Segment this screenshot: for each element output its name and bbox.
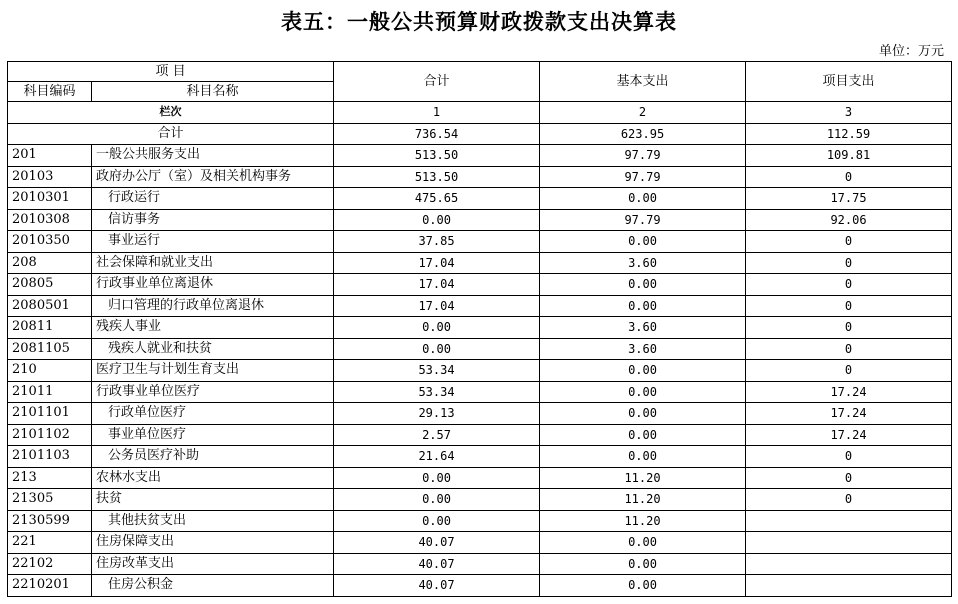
sum-basic: 623.95 — [540, 123, 746, 145]
row-total: 37.85 — [334, 231, 540, 253]
row-code: 20811 — [8, 317, 92, 339]
row-total: 0.00 — [334, 209, 540, 231]
row-name: 行政运行 — [92, 188, 334, 210]
row-total: 17.04 — [334, 274, 540, 296]
row-code: 2010308 — [8, 209, 92, 231]
row-name: 公务员医疗补助 — [92, 446, 334, 468]
row-total: 0.00 — [334, 467, 540, 489]
row-total: 0.00 — [334, 338, 540, 360]
row-basic: 0.00 — [540, 188, 746, 210]
table-row — [8, 252, 952, 274]
row-basic: 0.00 — [540, 381, 746, 403]
row-total: 475.65 — [334, 188, 540, 210]
table-row — [8, 317, 952, 339]
row-basic: 97.79 — [540, 145, 746, 167]
header-code: 科目编码 — [8, 82, 92, 102]
row-total: 17.04 — [334, 295, 540, 317]
header-item: 项 目 — [8, 62, 334, 82]
row-basic: 3.60 — [540, 252, 746, 274]
table-row — [8, 231, 952, 253]
row-name: 残疾人就业和扶贫 — [92, 338, 334, 360]
table-row — [8, 295, 952, 317]
row-project: 0 — [746, 338, 952, 360]
table-row — [8, 166, 952, 188]
row-code: 21305 — [8, 489, 92, 511]
row-name: 扶贫 — [92, 489, 334, 511]
header-project: 项目支出 — [746, 62, 952, 102]
row-name: 政府办公厅（室）及相关机构事务 — [92, 166, 334, 188]
table-row — [8, 209, 952, 231]
table-row — [8, 510, 952, 532]
header-basic: 基本支出 — [540, 62, 746, 102]
row-total: 513.50 — [334, 166, 540, 188]
row-project — [746, 532, 952, 554]
row-code: 2010350 — [8, 231, 92, 253]
row-basic: 0.00 — [540, 231, 746, 253]
row-code: 2130599 — [8, 510, 92, 532]
row-basic: 3.60 — [540, 317, 746, 339]
row-code: 20103 — [8, 166, 92, 188]
row-code: 2101101 — [8, 403, 92, 425]
seq-2: 2 — [540, 102, 746, 124]
row-total: 513.50 — [334, 145, 540, 167]
row-project: 92.06 — [746, 209, 952, 231]
table-row — [8, 338, 952, 360]
table-row — [8, 381, 952, 403]
seq-3: 3 — [746, 102, 952, 124]
table-row — [8, 274, 952, 296]
row-total: 40.07 — [334, 532, 540, 554]
table-row — [8, 467, 952, 489]
row-total: 53.34 — [334, 381, 540, 403]
row-basic: 0.00 — [540, 424, 746, 446]
row-total: 29.13 — [334, 403, 540, 425]
row-basic: 0.00 — [540, 274, 746, 296]
row-total: 2.57 — [334, 424, 540, 446]
row-basic: 3.60 — [540, 338, 746, 360]
row-project: 0 — [746, 166, 952, 188]
row-project: 17.24 — [746, 403, 952, 425]
row-basic: 0.00 — [540, 532, 746, 554]
row-project — [746, 575, 952, 597]
row-name: 信访事务 — [92, 209, 334, 231]
row-project — [746, 510, 952, 532]
row-code: 20805 — [8, 274, 92, 296]
row-code: 2010301 — [8, 188, 92, 210]
row-basic: 0.00 — [540, 295, 746, 317]
row-project: 0 — [746, 446, 952, 468]
page-title: 表五：一般公共预算财政拨款支出决算表 — [281, 9, 677, 34]
table-row — [8, 489, 952, 511]
row-basic: 11.20 — [540, 510, 746, 532]
row-name: 行政单位医疗 — [92, 403, 334, 425]
table-row — [8, 360, 952, 382]
row-name: 其他扶贫支出 — [92, 510, 334, 532]
row-name: 残疾人事业 — [92, 317, 334, 339]
row-total: 17.04 — [334, 252, 540, 274]
row-code: 21011 — [8, 381, 92, 403]
row-name: 社会保障和就业支出 — [92, 252, 334, 274]
row-basic: 11.20 — [540, 489, 746, 511]
row-project: 0 — [746, 231, 952, 253]
table-row — [8, 553, 952, 575]
row-name: 行政事业单位医疗 — [92, 381, 334, 403]
table-row — [8, 188, 952, 210]
table-row — [8, 532, 952, 554]
row-total: 53.34 — [334, 360, 540, 382]
unit-label: 单位：万元 — [878, 44, 944, 59]
row-name: 医疗卫生与计划生育支出 — [92, 360, 334, 382]
row-code: 2101103 — [8, 446, 92, 468]
row-basic: 0.00 — [540, 403, 746, 425]
row-name: 事业运行 — [92, 231, 334, 253]
row-code: 2080501 — [8, 295, 92, 317]
row-basic: 97.79 — [540, 209, 746, 231]
table-row — [8, 446, 952, 468]
row-name: 归口管理的行政单位离退休 — [92, 295, 334, 317]
row-project: 17.24 — [746, 424, 952, 446]
row-name: 一般公共服务支出 — [92, 145, 334, 167]
row-code: 210 — [8, 360, 92, 382]
row-code: 2210201 — [8, 575, 92, 597]
row-total: 0.00 — [334, 510, 540, 532]
row-project: 0 — [746, 489, 952, 511]
row-project: 0 — [746, 295, 952, 317]
row-code: 2101102 — [8, 424, 92, 446]
sum-total: 736.54 — [334, 123, 540, 145]
row-basic: 0.00 — [540, 360, 746, 382]
row-project: 0 — [746, 252, 952, 274]
table-row — [8, 403, 952, 425]
row-total: 0.00 — [334, 317, 540, 339]
row-project: 109.81 — [746, 145, 952, 167]
row-basic: 11.20 — [540, 467, 746, 489]
row-name: 事业单位医疗 — [92, 424, 334, 446]
seq-1: 1 — [334, 102, 540, 124]
table-row — [8, 575, 952, 597]
header-total: 合计 — [334, 62, 540, 102]
row-project: 17.75 — [746, 188, 952, 210]
sum-project: 112.59 — [746, 123, 952, 145]
row-project: 0 — [746, 360, 952, 382]
table-row — [8, 145, 952, 167]
row-name: 行政事业单位离退休 — [92, 274, 334, 296]
sum-label: 合计 — [8, 123, 334, 145]
row-code: 221 — [8, 532, 92, 554]
row-project: 0 — [746, 467, 952, 489]
row-name: 农林水支出 — [92, 467, 334, 489]
expenditure-table — [7, 61, 952, 597]
row-code: 22102 — [8, 553, 92, 575]
row-name: 住房改革支出 — [92, 553, 334, 575]
row-code: 208 — [8, 252, 92, 274]
row-code: 201 — [8, 145, 92, 167]
row-code: 2081105 — [8, 338, 92, 360]
row-project: 0 — [746, 274, 952, 296]
seq-label: 栏次 — [8, 102, 334, 124]
row-project: 17.24 — [746, 381, 952, 403]
row-total: 0.00 — [334, 489, 540, 511]
row-basic: 0.00 — [540, 575, 746, 597]
row-name: 住房公积金 — [92, 575, 334, 597]
row-basic: 97.79 — [540, 166, 746, 188]
row-basic: 0.00 — [540, 446, 746, 468]
row-total: 40.07 — [334, 553, 540, 575]
table-row — [8, 424, 952, 446]
row-basic: 0.00 — [540, 553, 746, 575]
header-name: 科目名称 — [92, 82, 334, 102]
row-project — [746, 553, 952, 575]
row-total: 21.64 — [334, 446, 540, 468]
row-code: 213 — [8, 467, 92, 489]
row-project: 0 — [746, 317, 952, 339]
row-name: 住房保障支出 — [92, 532, 334, 554]
row-total: 40.07 — [334, 575, 540, 597]
